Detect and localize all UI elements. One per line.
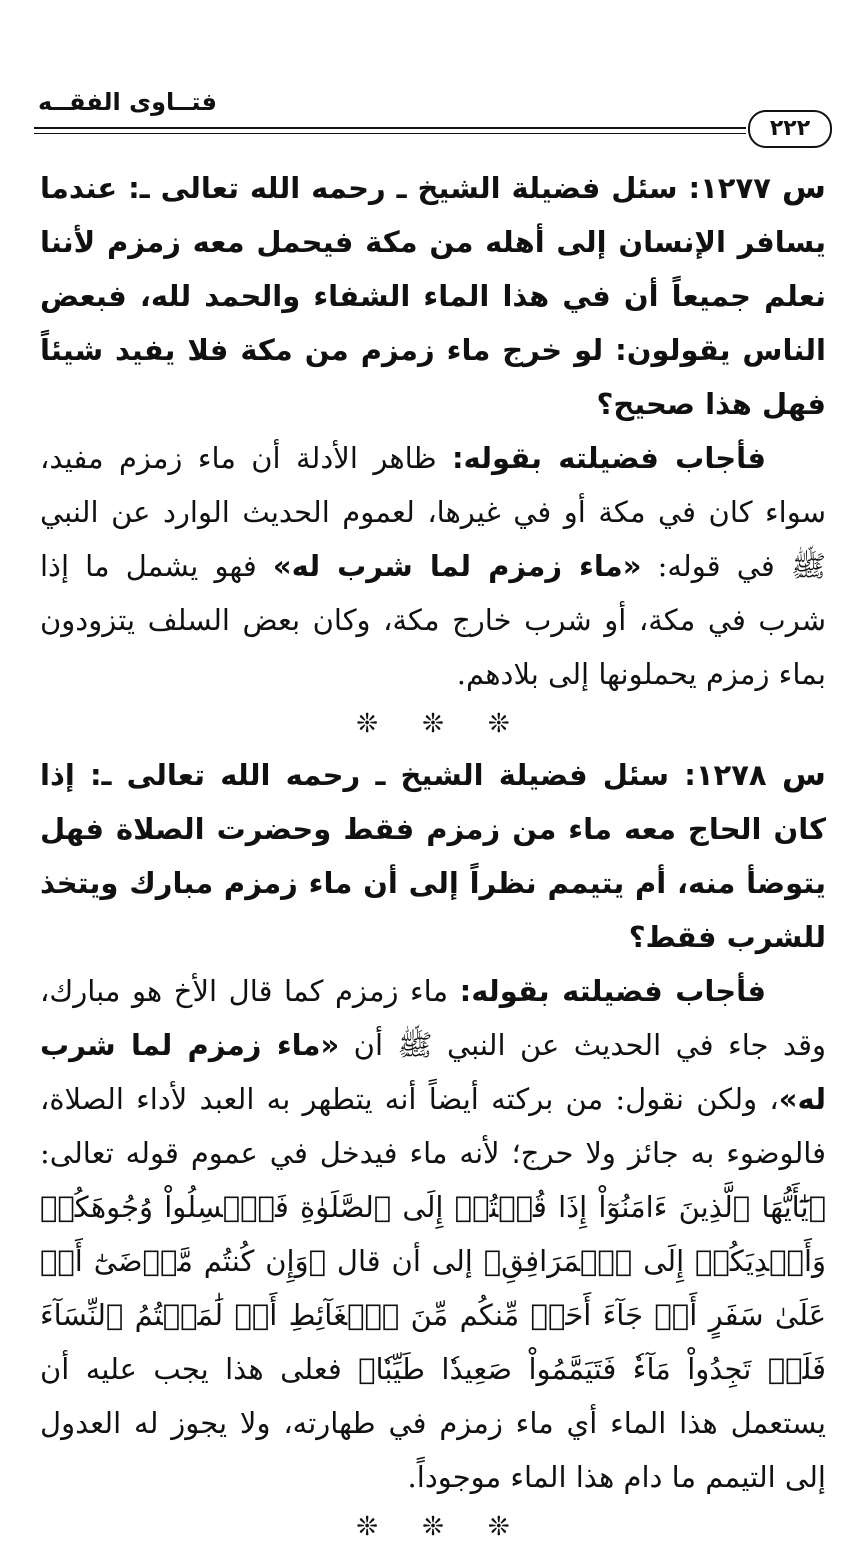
answer-text: ، ولكن نقول: من بركته أيضاً أنه يتطهر به العبد لأداء الصلاة، فالوضوء به جائز ولا حرج؛ لأنه ماء فيدخل في عموم قوله تعالى:: [40, 1082, 826, 1170]
question-marker: س: [781, 755, 826, 793]
answer-text: ماء زمزم كما قال الأخ هو مبارك، وقد جاء في الحديث عن النبي ﷺ أن: [40, 974, 827, 1062]
answer-lead: فأجاب فضيلته بقوله:: [451, 441, 766, 475]
question-text: ١٢٧٧: سئل فضيلة الشيخ ـ رحمه الله تعالى ـ: عندما يسافر الإنسان إلى أهله من مكة فيحمل معه زمزم لأننا نعلم جميعاً أن في هذا الماء الشفاء والحمد لله، فبعض الناس يقولون: لو خرج ماء زمزم من مكة فلا يفيد شيئاً فهل هذا صحيح؟: [40, 171, 826, 421]
question-marker: س: [781, 168, 826, 206]
quran-verse: ﴿يَٰٓأَيُّهَا ٱلَّذِينَ ءَامَنُوٓاْ إِذَا قُمۡتُمۡ إِلَى ٱلصَّلَوٰةِ فَٱغۡسِلُواْ وُجُوهَكُمۡ وَأَيۡدِيَكُمۡ إِلَى ٱلۡمَرَافِقِ﴾: [40, 1190, 827, 1278]
header-rule: [34, 127, 746, 134]
answer-1277: [40, 431, 826, 701]
star-ornament: ❊: [422, 709, 444, 739]
book-title: فتــاوى الفقــه: [38, 88, 217, 116]
answer-text: فهو يشمل ما إذا شرب في مكة، أو شرب خارج مكة، وكان بعض السلف يتزودون بماء زمزم يحملونها إلى بلادهم.: [40, 549, 826, 691]
answer-text: فعلى هذا يجب عليه أن يستعمل هذا الماء أي ماء زمزم في طهارته، ولا يجوز له العدول إلى التيمم ما دام هذا الماء موجوداً.: [40, 1352, 826, 1494]
star-ornament: ❊: [422, 1512, 444, 1542]
page-number: ٢٢٢: [748, 110, 832, 148]
quran-verse: ﴿وَإِن كُنتُم مَّرۡضَىٰٓ أَوۡ عَلَىٰ سَفَرٍ أَوۡ جَآءَ أَحَدٞ مِّنكُم مِّنَ ٱلۡغَآئِطِ أَوۡ لَٰمَسۡتُمُ ٱلنِّسَآءَ فَلَمۡ تَجِدُواْ مَآءٗ فَتَيَمَّمُواْ صَعِيدٗا طَيِّبٗا﴾: [40, 1244, 826, 1386]
page-body: [40, 160, 826, 1550]
section-separator: [40, 1504, 826, 1550]
section-separator: [40, 701, 826, 747]
hadith-quote: «ماء زمزم لما شرب له»: [40, 1028, 826, 1116]
star-ornament: ❊: [487, 709, 510, 739]
answer-text: ظاهر الأدلة أن ماء زمزم مفيد، سواء كان في مكة أو في غيرها، لعموم الحديث الوارد عن النبي ﷺ في قوله:: [40, 441, 826, 583]
question-1277: [40, 160, 826, 431]
answer-text: إلى أن قال: [326, 1244, 484, 1278]
star-ornament: ❊: [356, 1512, 379, 1542]
page-header: [30, 88, 838, 148]
star-ornament: ❊: [487, 1512, 510, 1542]
answer-1278: [40, 964, 826, 1504]
star-ornament: ❊: [356, 709, 379, 739]
answer-lead: فأجاب فضيلته بقوله:: [459, 974, 767, 1008]
hadith-quote: «ماء زمزم لما شرب له»: [272, 549, 642, 583]
question-text: ١٢٧٨: سئل فضيلة الشيخ ـ رحمه الله تعالى ـ: إذا كان الحاج معه ماء من زمزم فقط وحضرت الصلاة فهل يتوضأ منه، أم يتيمم نظراً إلى أن ماء زمزم مبارك ويتخذ للشرب فقط؟: [40, 758, 826, 954]
question-1278: [40, 747, 826, 964]
